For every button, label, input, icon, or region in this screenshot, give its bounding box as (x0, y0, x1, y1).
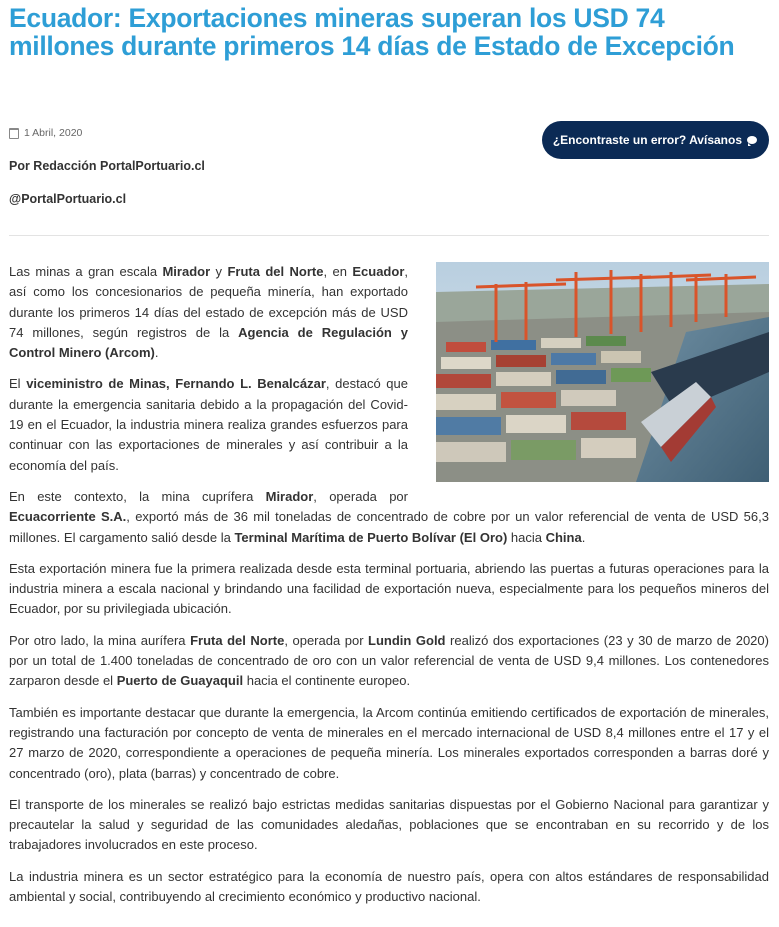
report-error-label: ¿Encontraste un error? Avísanos (552, 133, 742, 147)
content-divider (9, 235, 769, 236)
article-body (9, 262, 769, 918)
article-paragraph (9, 703, 769, 784)
article-byline: Por Redacción PortalPortuario.cl (9, 159, 205, 173)
bold-text: viceministro de Minas, Fernando L. Benalcázar (26, 376, 326, 392)
paragraph-text: Las minas a gran escala (9, 264, 163, 279)
paragraph-text: , destacó que durante la emergencia sanitaria debido a la propagación del Covid-19 en el Ecuador, la industria minera realiza grandes esfuerzos para continuar con las exportaciones de minerales y así contribuir a la economía del país. (9, 376, 408, 473)
paragraph-text: , operada por (284, 632, 369, 648)
paragraph-text: En este contexto, la mina cuprífera (9, 488, 266, 504)
article-paragraph (9, 795, 769, 856)
bold-text: Terminal Marítima de Puerto Bolívar (El Oro) (234, 529, 508, 545)
speech-bubble-icon (747, 136, 757, 144)
bold-text: Puerto de Guayaquil (116, 673, 244, 689)
bold-text: Agencia de Regulación y Control Minero (Arcom) (9, 324, 408, 361)
bold-text: China (545, 529, 582, 545)
calendar-icon (9, 128, 19, 139)
paragraph-text: hacia el continente europeo. (243, 673, 411, 689)
report-error-button[interactable] (542, 121, 769, 159)
article-paragraph (9, 631, 769, 692)
bold-text: Ecuacorriente S.A. (9, 509, 127, 525)
bold-text: Mirador (265, 488, 314, 504)
article-date (9, 127, 82, 139)
paragraph-text: El transporte de los minerales se realizó bajo estrictas medidas sanitarias dispuestas por el Gobierno Nacional para garantizar y precautelar la salud y seguridad de las comunidades aledañas, poblaciones que se encontraban en su recorrido y de los trabajadores involucrados en este proceso. (9, 796, 769, 853)
paragraph-text: y (210, 264, 228, 279)
bold-text: Lundin Gold (368, 632, 446, 648)
paragraph-text: , así como los concesionarios de pequeña minería, han exportado durante los primeros 14 días del estado de excepción más de USD 74 millones, según registros de la (9, 264, 408, 340)
bold-text: Mirador (162, 264, 211, 279)
paragraph-text: . (154, 345, 159, 361)
bold-text: Fruta del Norte (227, 264, 324, 279)
bold-text: Ecuador (352, 264, 405, 279)
article-paragraph (9, 487, 769, 548)
article-paragraph (9, 559, 769, 620)
port-container-terminal-photo (436, 262, 769, 482)
article-meta-row (9, 121, 769, 159)
paragraph-text: También es importante destacar que durante la emergencia, la Arcom continúa emitiendo certificados de exportación de minerales, registrando una facturación por concepto de venta de minerales en el mercado internacional de USD 8,4 millones entre el 17 y el 27 marzo de 2020, correspondiente a operaciones de pequeña minería. Los minerales exportados corresponden a barras doré y concentrado (oro), plata (barras) y concentrado de cobre. (9, 704, 769, 781)
article-handle: @PortalPortuario.cl (9, 192, 127, 206)
paragraph-text: El (9, 376, 27, 392)
paragraph-text: hacia (507, 529, 546, 545)
paragraph-text: , operada por (313, 488, 408, 504)
paragraph-text: , exportó más de 36 mil toneladas de concentrado de cobre por un valor referencial de venta de USD 56,3 millones. El cargamento salió desde la (9, 509, 769, 545)
article-paragraph (9, 867, 769, 908)
article-date-text: 1 Abril, 2020 (24, 127, 83, 139)
bold-text: Fruta del Norte (190, 632, 285, 648)
paragraph-text: Por otro lado, la mina aurífera (9, 632, 191, 648)
paragraph-text: La industria minera es un sector estratégico para la economía de nuestro país, opera con altos estándares de responsabilidad ambiental y social, contribuyendo al crecimiento económico y productivo nacional. (9, 868, 769, 905)
article-title: Ecuador: Exportaciones mineras superan los USD 74 millones durante primeros 14 días de Estado de Excepción (9, 3, 735, 61)
paragraph-text: realizó dos exportaciones (23 y 30 de marzo de 2020) por un total de 1.400 toneladas de concentrado de oro con un valor referencial de venta de USD 9,4 millones. Los contenedores zarparon desde el (9, 632, 769, 689)
paragraph-text: Esta exportación minera fue la primera realizada desde esta terminal portuaria, abriendo las puertas a futuras operaciones para la industria minera a escala nacional y brindando una facilidad de exportación nueva, especialmente para los pequeños mineros del Ecuador, por su privilegiada ubicación. (9, 560, 769, 617)
paragraph-text: . (581, 529, 586, 545)
paragraph-text: , en (323, 264, 353, 279)
